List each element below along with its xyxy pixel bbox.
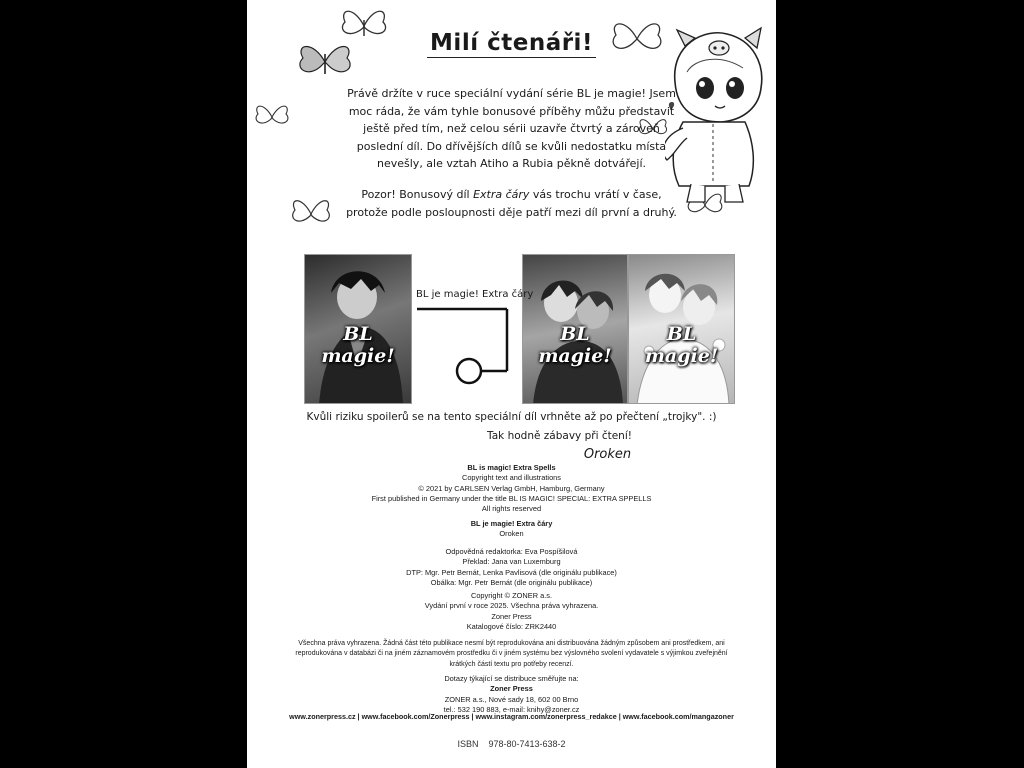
distribution-heading: Dotazy týkající se distribuce směřujte na: — [444, 674, 579, 683]
intro-paragraph — [247, 85, 776, 173]
edition-line: Vydání první v roce 2025. Všechna práva vyhrazena. — [424, 601, 599, 611]
edition-line: Zoner Press — [491, 611, 532, 621]
intro-line: Právě držíte v ruce speciální vydání série BL je magie! Jsem — [347, 87, 676, 100]
intro-line: nevešly, ale vztah Atiho a Rubia pěkně dotvářejí. — [377, 157, 646, 170]
author-signature: Oroken — [583, 447, 632, 462]
intro-line: ještě před tím, než celou sérii uzavře čtvrtý a zároveň — [363, 122, 660, 135]
cover-volume-2 — [522, 254, 628, 404]
page-title: Milí čtenáři! — [247, 30, 776, 56]
copyright-line: First published in Germany under the title BL IS MAGIC! SPECIAL: EXTRA SPPELLS — [371, 493, 652, 503]
credit-line: Obálka: Mgr. Petr Bernát (dle originálu publikace) — [430, 577, 593, 587]
copyright-line: All rights reserved — [481, 504, 542, 514]
note-paragraph — [247, 186, 776, 221]
copyright-line: © 2021 by CARLSEN Verlag GmbH, Hamburg, Germany — [418, 483, 605, 493]
isbn-line — [247, 739, 776, 749]
rights-line: Všechna práva vyhrazena. Žádná část této publikace nesmí být reprodukována ani distribuována žádným způsobem ani prostředkem, ani — [298, 640, 725, 647]
spoiler-note: Kvůli riziku spoilerů se na tento speciální díl vrhněte až po přečtení „trojky". :) — [306, 411, 717, 423]
publisher-name: Zoner Press — [490, 684, 533, 694]
placement-marker — [417, 305, 517, 390]
rights-line: reprodukována v databázi či na jiném záznamovém prostředku či v jiném systému bez výslovného svolení vydavatele s výjimkou zveřejnění — [295, 650, 728, 658]
book-page — [247, 0, 776, 768]
credit-line: Překlad: Jana van Luxemburg — [462, 557, 561, 567]
imprint-rights — [247, 639, 776, 670]
cover-logo: BL magie! — [538, 323, 612, 367]
publisher-contact: tel.: 532 190 883, e-mail: knihy@zoner.cz — [443, 704, 580, 714]
imprint-distribution — [247, 674, 776, 715]
intro-line: moc ráda, že vám tyhle bonusové příběhy můžu představit — [348, 104, 675, 118]
note-line: protože podle posloupnosti děje patří mezi díl první a druhý. — [346, 205, 677, 219]
isbn-number: 978-80-7413-638-2 — [488, 739, 566, 749]
imprint-edition — [247, 591, 776, 632]
cover-volume-1 — [304, 254, 412, 404]
enjoy-wish: Tak hodně zábavy při čtení! — [487, 430, 632, 442]
edition-line: Copyright © ZONER a.s. — [470, 591, 552, 600]
author-name: Oroken — [499, 529, 524, 539]
extra-spells-label: BL je magie! Extra čáry — [416, 289, 534, 300]
publisher-links: www.zonerpress.cz | www.facebook.com/Zonerpress | www.instagram.com/zonerpress_redakce | www.facebook.com/mangazoner — [289, 712, 734, 721]
cover-volume-3 — [628, 254, 735, 404]
credit-line: DTP: Mgr. Petr Bernát, Lenka Pavlisová (dle originálu publikace) — [406, 567, 617, 577]
publisher-address: ZONER a.s., Nové sady 18, 602 00 Brno — [444, 694, 579, 704]
credit-line: Odpovědná redaktorka: Eva Pospíšilová — [445, 547, 578, 556]
copyright-line: Copyright text and illustrations — [461, 473, 561, 483]
edition-line: Katalogové číslo: ZRK2440 — [466, 621, 557, 631]
imprint-original — [247, 463, 776, 514]
note-line: Pozor! Bonusový díl Extra čáry vás trochu vrátí v čase, — [361, 188, 662, 201]
imprint-czech — [247, 519, 776, 540]
cover-logo: BL magie! — [644, 323, 719, 367]
isbn-label: ISBN — [457, 739, 479, 749]
imprint-credits — [247, 547, 776, 588]
cover-logo: BL magie! — [321, 323, 395, 367]
original-title: BL is magic! Extra Spells — [467, 463, 556, 472]
intro-line: poslední díl. Do dřívějších dílů se kvůli nedostatku místa — [356, 139, 667, 153]
rights-line: krátkých částí textu pro potřeby recenzí. — [449, 660, 574, 668]
czech-title: BL je magie! Extra čáry — [470, 519, 553, 528]
